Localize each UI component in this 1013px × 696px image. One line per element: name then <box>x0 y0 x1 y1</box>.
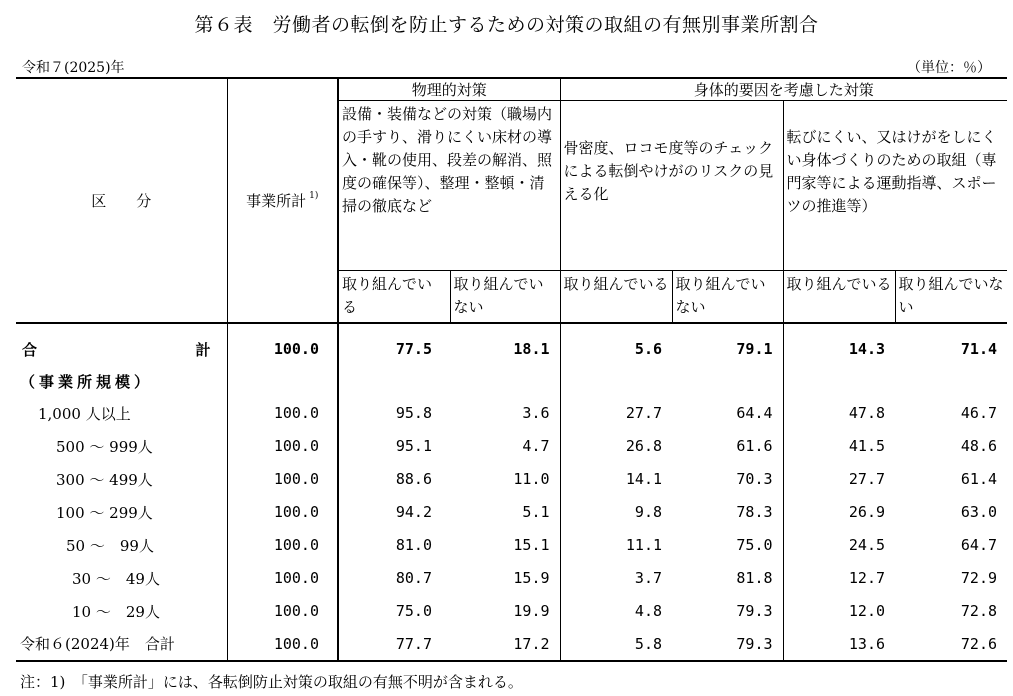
footnote-marker: 1) <box>309 190 319 201</box>
row-label: 50 ～ 99人 <box>66 536 154 555</box>
cell-value: 46.7 <box>960 404 998 422</box>
cell-value: 5.1 <box>522 503 550 521</box>
cell-value: 100.0 <box>227 562 338 595</box>
cell-value: 27.7 <box>560 397 672 430</box>
header-yes-3: 取り組んでいる <box>783 271 895 323</box>
table-title: 第６表 労働者の転倒を防止するための対策の取組の有無別事業所割合 <box>194 14 819 36</box>
table-row-total <box>16 333 1007 366</box>
year-label: 令和７(2025)年 <box>22 60 125 76</box>
cell-value: 14.3 <box>783 333 895 366</box>
cell-value: 9.8 <box>560 496 672 529</box>
cell-value: 70.3 <box>736 470 773 488</box>
header-yes-2: 取り組んでいる <box>560 271 672 323</box>
row-label: 1,000 人以上 <box>38 404 131 423</box>
cell-value: 18.1 <box>513 340 550 358</box>
cell-value: 100.0 <box>227 333 338 366</box>
cell-value: 15.1 <box>513 536 550 554</box>
cell-value: 72.9 <box>960 569 998 587</box>
header-no-2: 取り組んでいない <box>672 271 783 323</box>
cell-value: 4.8 <box>560 595 672 628</box>
cell-value: 88.6 <box>338 463 450 496</box>
cell-value: 26.9 <box>783 496 895 529</box>
cell-value: 11.1 <box>560 529 672 562</box>
cell-value: 100.0 <box>227 529 338 562</box>
header-measure-body-building: 転びにくい、又はけがをしにくい身体づくりのための取組（専門家等による運動指導、スポーツの推進等） <box>783 101 1007 271</box>
cell-value: 14.1 <box>560 463 672 496</box>
table-row <box>16 397 1007 430</box>
table-row <box>16 562 1007 595</box>
header-measure-bone-density: 骨密度、ロコモ度等のチェックによる転倒やけがのリスクの見える化 <box>560 101 783 271</box>
cell-value: 13.6 <box>783 628 895 661</box>
cell-value: 64.7 <box>960 536 998 554</box>
cell-value: 95.1 <box>338 430 450 463</box>
cell-value: 100.0 <box>227 430 338 463</box>
header-body-group <box>560 78 1007 101</box>
cell-value: 15.9 <box>513 569 550 587</box>
row-label: 30 ～ 49人 <box>72 569 160 588</box>
cell-value: 19.9 <box>513 602 550 620</box>
table-row <box>16 430 1007 463</box>
cell-value: 94.2 <box>338 496 450 529</box>
header-physical-label: 物理的対策 <box>411 81 487 99</box>
cell-value: 75.0 <box>736 536 773 554</box>
header-kubun-label: 区 分 <box>91 191 152 210</box>
cell-value: 71.4 <box>960 340 998 358</box>
table-row <box>16 595 1007 628</box>
cell-value: 48.6 <box>960 437 998 455</box>
row-label: 100 ～ 299人 <box>56 503 153 522</box>
cell-value: 12.7 <box>783 562 895 595</box>
cell-value: 63.0 <box>960 503 998 521</box>
header-physical-group <box>338 78 560 101</box>
statistics-table <box>16 77 1007 662</box>
header-jigyosho <box>227 78 338 323</box>
cell-value: 77.7 <box>338 628 450 661</box>
header-no-3: 取り組んでいない <box>895 271 1007 323</box>
cell-value: 100.0 <box>227 595 338 628</box>
cell-value: 26.8 <box>560 430 672 463</box>
cell-value: 3.6 <box>522 404 550 422</box>
cell-value: 78.3 <box>736 503 773 521</box>
footnote: 注：1) 「事業所計」には、各転倒防止対策の取組の有無不明が含まれる。 <box>20 673 523 691</box>
cell-value: 5.6 <box>560 333 672 366</box>
cell-value: 64.4 <box>736 404 773 422</box>
header-no-1: 取り組んでいない <box>450 271 560 323</box>
cell-value: 12.0 <box>783 595 895 628</box>
row-label-total: 合 計 <box>22 340 211 359</box>
table-row-previous-year <box>16 628 1007 661</box>
row-label: 500 ～ 999人 <box>56 437 153 456</box>
table-row <box>16 496 1007 529</box>
cell-value: 81.0 <box>338 529 450 562</box>
header-jigyosho-label: 事業所計 <box>246 191 307 210</box>
cell-value: 79.3 <box>736 634 773 653</box>
table-row <box>16 463 1007 496</box>
cell-value: 80.7 <box>338 562 450 595</box>
cell-value: 79.1 <box>736 340 773 358</box>
header-measure-facility: 設備・装備などの対策（職場内の手すり、滑りにくい床材の導入・靴の使用、段差の解消、照度の確保等）、整理・整頓・清掃の徹底など <box>338 101 560 271</box>
cell-value: 100.0 <box>227 397 338 430</box>
cell-value: 95.8 <box>338 397 450 430</box>
cell-value: 81.8 <box>736 569 773 587</box>
cell-value: 100.0 <box>227 463 338 496</box>
row-label: 300 ～ 499人 <box>56 470 153 489</box>
cell-value: 41.5 <box>783 430 895 463</box>
row-label: 10 ～ 29人 <box>72 602 160 621</box>
cell-value: 17.2 <box>513 634 550 653</box>
cell-value: 100.0 <box>227 496 338 529</box>
cell-value: 24.5 <box>783 529 895 562</box>
cell-value: 72.6 <box>960 634 998 653</box>
cell-value: 3.7 <box>560 562 672 595</box>
cell-value: 27.7 <box>783 463 895 496</box>
unit-label: （単位：％） <box>907 60 991 76</box>
cell-value: 77.5 <box>338 333 450 366</box>
row-label-previous-year: 令和６(2024)年 合計 <box>20 635 175 653</box>
header-kubun <box>16 78 227 323</box>
table-row <box>16 529 1007 562</box>
cell-value: 5.8 <box>560 628 672 661</box>
size-heading: （事業所規模） <box>20 372 154 391</box>
header-yes-1: 取り組んでいる <box>338 271 450 323</box>
header-body-label: 身体的要因を考慮した対策 <box>693 81 874 99</box>
cell-value: 75.0 <box>338 595 450 628</box>
cell-value: 79.3 <box>736 602 773 620</box>
cell-value: 11.0 <box>513 470 550 488</box>
cell-value: 61.6 <box>736 437 773 455</box>
cell-value: 100.0 <box>227 628 338 661</box>
cell-value: 4.7 <box>522 437 550 455</box>
cell-value: 72.8 <box>960 602 998 620</box>
cell-value: 47.8 <box>783 397 895 430</box>
cell-value: 61.4 <box>960 470 998 488</box>
